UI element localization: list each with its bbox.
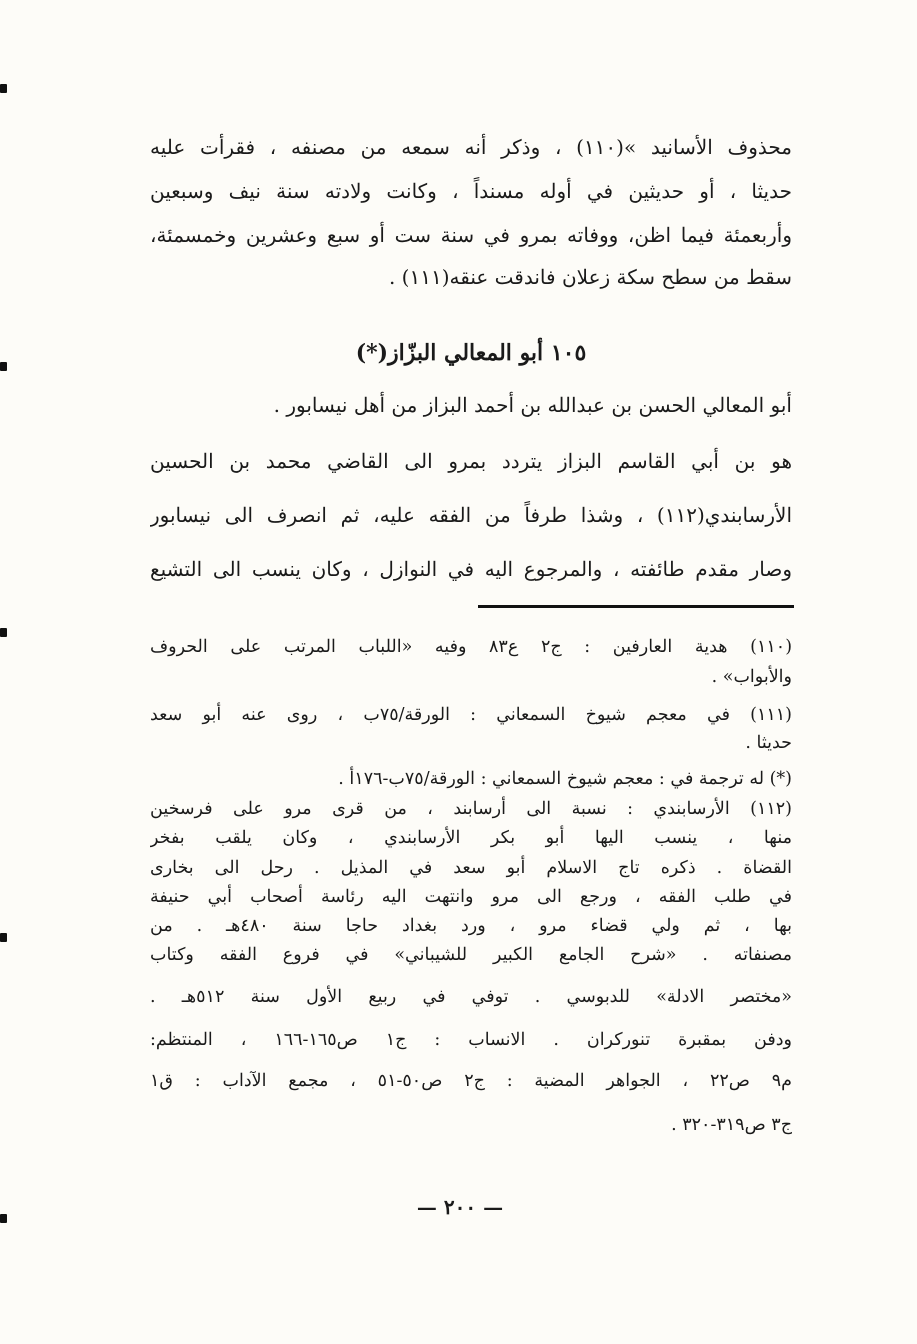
scan-edge-mark	[0, 362, 7, 371]
footnote-line: بها ، ثم ولي قضاء مرو ، ورد بغداد حاجا سنة ٤٨٠هـ . من	[150, 916, 792, 936]
scan-edge-mark	[0, 1214, 7, 1223]
footnote-line: م٩ ص٢٢ ، الجواهر المضية : ج٢ ص٥٠-٥١ ، مجمع الآداب : ق١	[150, 1071, 792, 1091]
text-line: سقط من سطح سكة زعلان فاندقت عنقه(١١١) .	[388, 265, 792, 289]
footnote-line: القضاة . ذكره تاج الاسلام أبو سعد في المذيل . رحل الى بخارى	[150, 858, 792, 878]
scan-edge-mark	[0, 628, 7, 637]
footnote-line: «مختصر الادلة» للدبوسي . توفي في ربيع الأول سنة ٥١٢هـ .	[150, 987, 792, 1007]
footnote-line: ج٣ ص٣١٩-٣٢٠ .	[671, 1115, 792, 1135]
footnote-line: مصنفاته . «شرح الجامع الكبير للشيباني» في فروع الفقه وكتاب	[150, 945, 792, 965]
page-number: — ٢٠٠ —	[416, 1195, 504, 1219]
text-line: محذوف الأسانيد »(١١٠) ، وذكر أنه سمعه من مصنفه ، فقرأت عليه	[150, 135, 792, 159]
footnote-line: (١١١) في معجم شيوخ السمعاني : الورقة/٧٥ب ، روى عنه أبو سعد	[150, 705, 792, 725]
footnote-line: منها ، ينسب اليها أبو بكر الأرسابندي ، وكان يلقب بفخر	[150, 828, 792, 848]
footnote-line: حديثا .	[745, 733, 792, 753]
text-line: الأرسابندي(١١٢) ، وشذا طرفاً من الفقه عليه، ثم انصرف الى نيسابور	[150, 503, 792, 527]
scan-edge-mark	[0, 84, 7, 93]
text-line: وصار مقدم طائفته ، والمرجوع اليه في النوازل ، وكان ينسب الى التشيع	[150, 557, 792, 581]
footnote-line: (*) له ترجمة في : معجم شيوخ السمعاني : الورقة/٧٥ب-١٧٦أ .	[338, 769, 792, 789]
footnote-line: ودفن بمقبرة تنوركران . الانساب : ج١ ص١٦٥-١٦٦ ، المنتظم:	[150, 1030, 792, 1050]
footnote-line: (١١٠) هدية العارفين : ج٢ ع٨٣ وفيه «اللباب المرتب على الحروف	[150, 637, 792, 657]
footnote-line: في طلب الفقه ، ورجع الى مرو وانتهت اليه رئاسة أصحاب أبي حنيفة	[150, 887, 792, 907]
text-line: حديثا ، أو حديثين في أوله مسنداً ، وكانت ولادته سنة نيف وسبعين	[150, 179, 792, 203]
text-line: هو بن أبي القاسم البزاز يتردد بمرو الى القاضي محمد بن الحسين	[150, 449, 792, 473]
scan-edge-mark	[0, 933, 7, 942]
footnote-separator	[478, 605, 794, 608]
entry-title: ١٠٥ أبو المعالي البزّاز(*)	[355, 340, 587, 366]
footnote-line: والأبواب» .	[711, 667, 792, 687]
text-line: أبو المعالي الحسن بن عبدالله بن أحمد البزاز من أهل نيسابور .	[273, 393, 792, 417]
footnote-line: (١١٢) الأرسابندي : نسبة الى أرسابند ، من قرى مرو على فرسخين	[150, 799, 792, 819]
text-line: وأربعمئة فيما اظن، ووفاته بمرو في سنة ست أو سبع وعشرين وخمسمئة،	[150, 223, 792, 247]
